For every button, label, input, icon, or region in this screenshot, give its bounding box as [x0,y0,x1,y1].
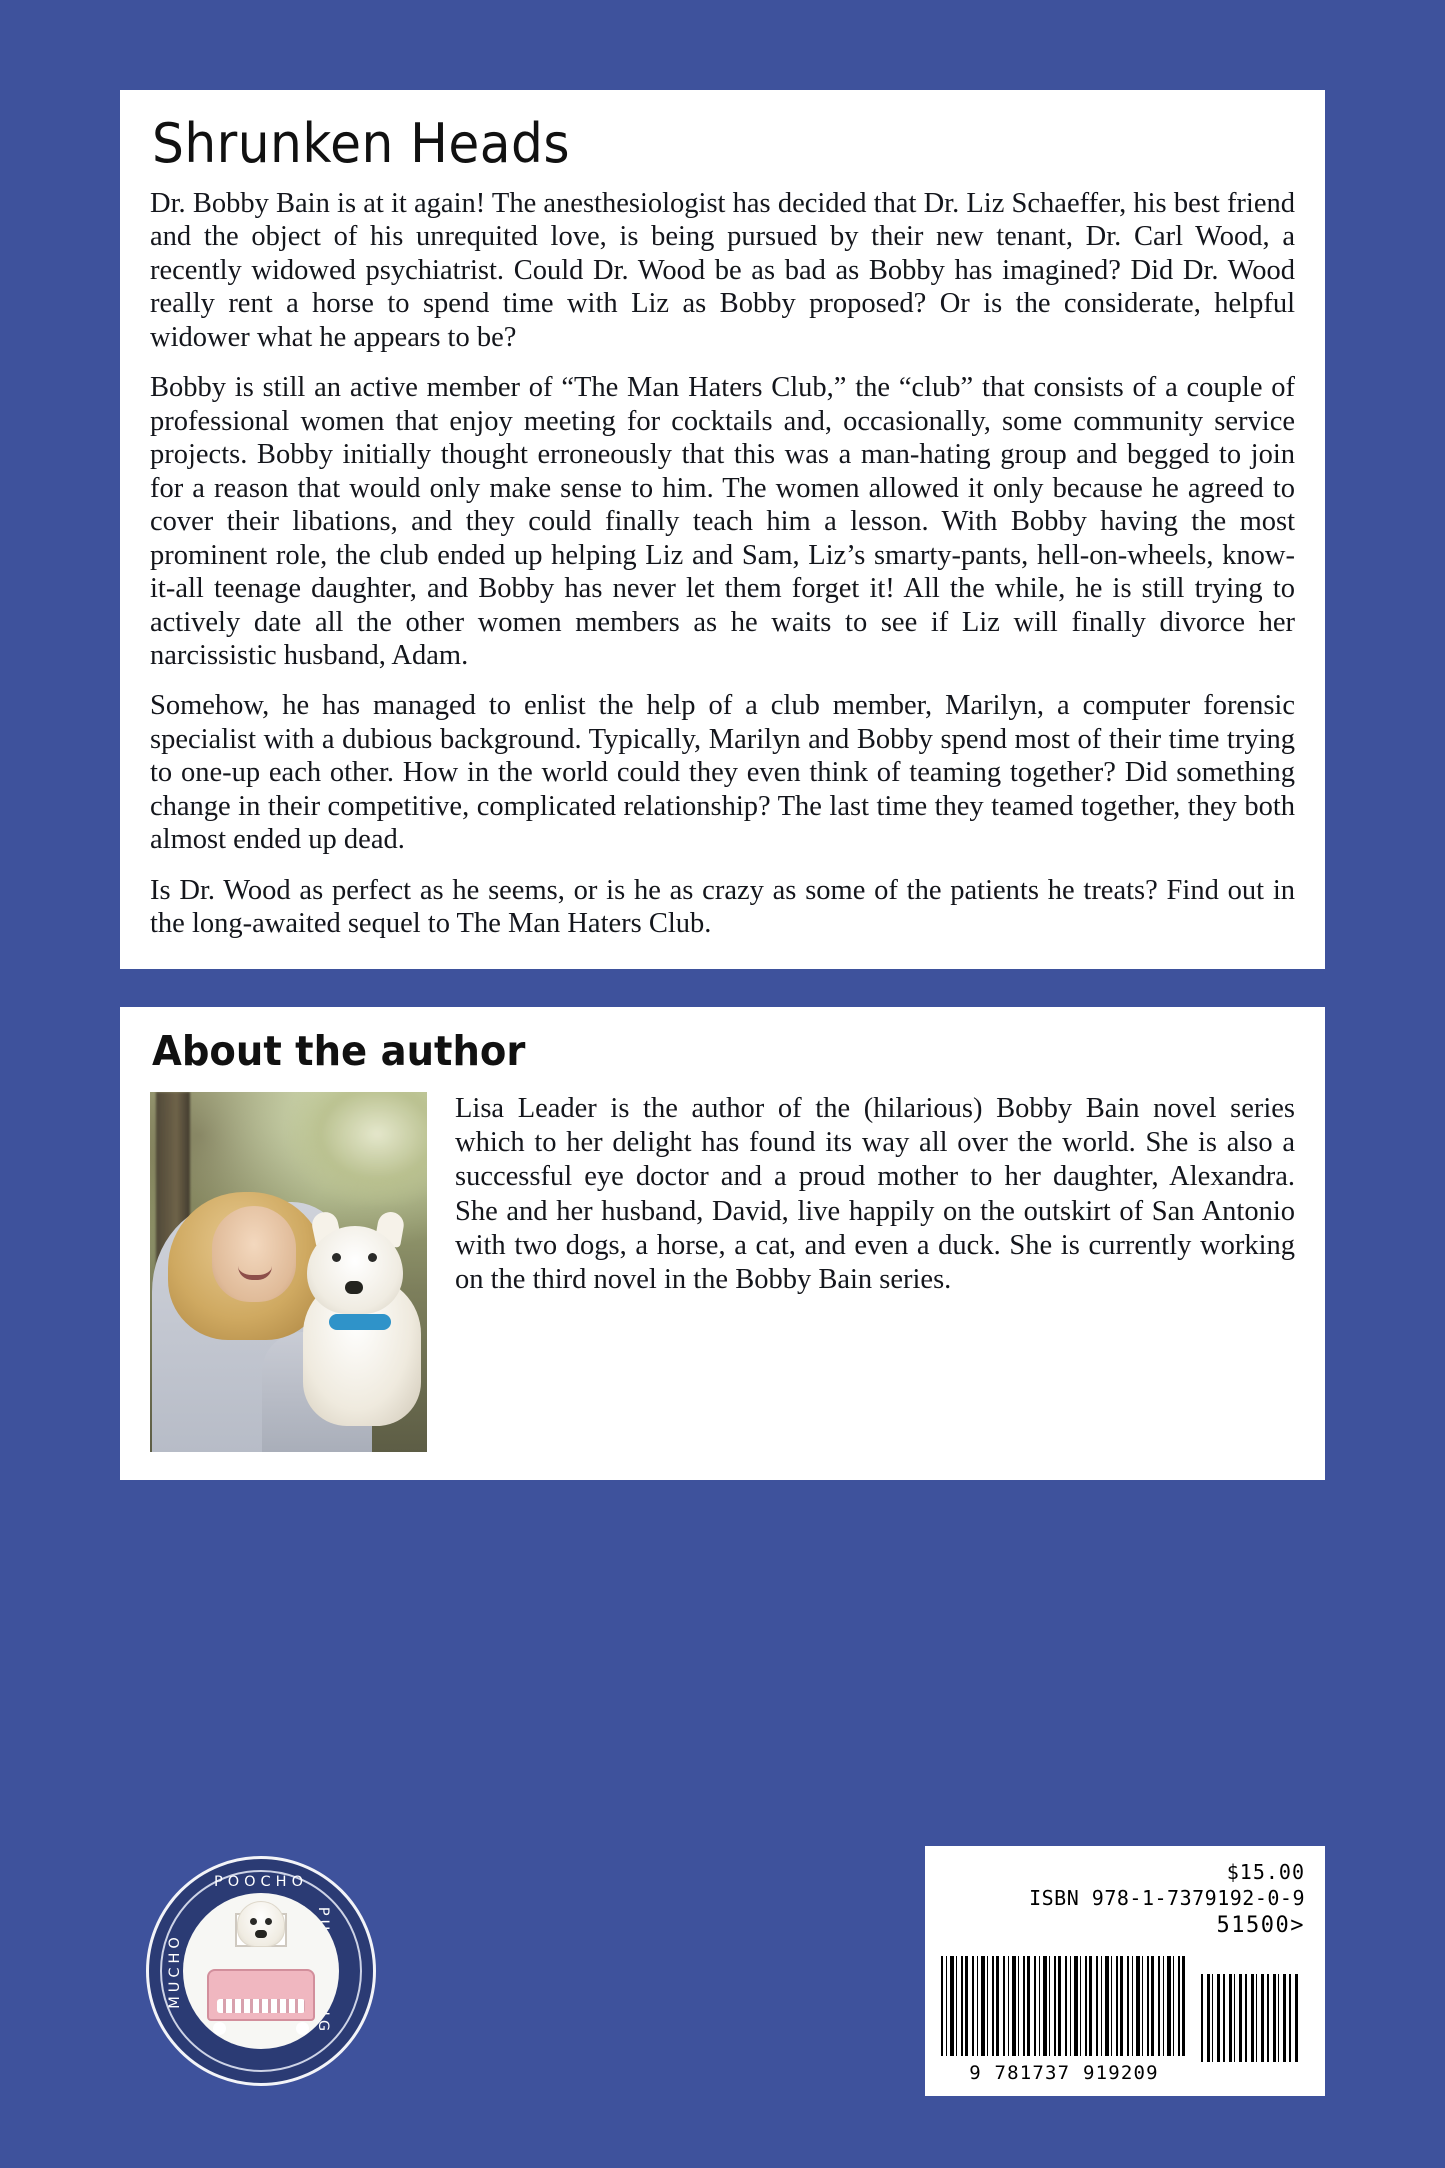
barcode-digits: 9 781737 919209 [941,2062,1187,2084]
dog-nose-icon [255,1930,267,1938]
cover-footer [120,1846,1325,2096]
barcode-addon [1201,1974,1299,2086]
page-title: Shrunken Heads [152,112,570,175]
publisher-logo [146,1856,376,2086]
photo-dog-eye-right [368,1253,377,1262]
synopsis-panel [120,90,1325,969]
logo-text-left: MUCHO [166,1933,183,2009]
typewriter-keys-icon [217,1999,305,2013]
barcode-addon-bars [1201,1974,1299,2062]
isbn-number: ISBN 978-1-7379192-0-9 [1029,1886,1305,1910]
price-label: $15.00 [1226,1860,1305,1884]
logo-emblem [183,1893,339,2049]
logo-text-top: POOCHO [213,1874,308,1890]
photo-dog-head [307,1226,403,1314]
author-bio-paragraph: Lisa Leader is the author of the (hilarious) Bobby Bain novel series which to her delight has found its way all over the world. She is also a successful eye doctor and a proud mother to her daughter, Alexandra. She and her husband, David, live happily on the outskirt of San Antonio with two dogs, a horse, a cat, and even a duck. She is currently working on the third novel in the Bobby Bain series. [455,1092,1295,1295]
photo-dog-eye-left [332,1253,341,1262]
photo-person-face [212,1206,296,1302]
barcode-group [941,1956,1309,2086]
author-bio [455,1092,1295,1297]
photo-dog-collar [329,1314,391,1330]
author-photo [150,1092,427,1452]
isbn-barcode-block [925,1846,1325,2096]
barcode-main [941,1956,1187,2086]
paw-icon-left [213,2022,226,2035]
synopsis-text [150,187,1295,941]
about-author-panel [120,1007,1325,1480]
synopsis-paragraph: Dr. Bobby Bain is at it again! The anesthesiologist has decided that Dr. Liz Schaeffer, his best friend and the object of his unrequited love, is being pursued by their new tenant, Dr. Carl Wood, a recently widowed psychiatrist. Could Dr. Wood be as bad as Bobby has imagined? Did Dr. Wood really rent a horse to spend time with Liz as Bobby proposed? Or is the considerate, helpful widower what he appears to be? [150,187,1295,353]
synopsis-paragraph: Is Dr. Wood as perfect as he seems, or is he as crazy as some of the patients he treats? Find out in the long-awaited sequel to The Man Haters Club. [150,874,1295,940]
dog-icon [237,1901,285,1947]
about-author-heading: About the author [152,1026,526,1075]
price-code: 51500> [1216,1913,1305,1938]
typewriter-icon [207,1969,315,2021]
photo-foliage [287,1092,427,1206]
author-row [150,1092,1295,1452]
synopsis-paragraph: Bobby is still an active member of “The Man Haters Club,” the “club” that consists of a couple of professional women that enjoy meeting for cocktails and, occasionally, some community service projects. Bobby initially thought erroneously that this was a man-hating group and begged to join for a reason that would only make sense to him. The women allowed it only because he agreed to cover their libations, and they could finally teach him a lesson. With Bobby having the most prominent role, the club ended up helping Liz and Sam, Liz’s smarty-pants, hell-on-wheels, know-it-all teenage daughter, and Bobby has never let them forget it! All the while, he is still trying to actively date all the other women members as he waits to see if Liz will finally divorce her narcissistic husband, Adam. [150,372,1295,671]
paw-icon-right [296,2022,309,2035]
synopsis-paragraph: Somehow, he has managed to enlist the help of a club member, Marilyn, a computer forensic specialist with a dubious background. Typically, Marilyn and Bobby spend most of their time trying to one-up each other. How in the world could they even think of teaming together? Did something change in their competitive, complicated relationship? The last time they teamed together, they both almost ended up dead. [150,690,1295,856]
barcode-bars [941,1956,1187,2056]
photo-dog-nose [345,1281,363,1294]
